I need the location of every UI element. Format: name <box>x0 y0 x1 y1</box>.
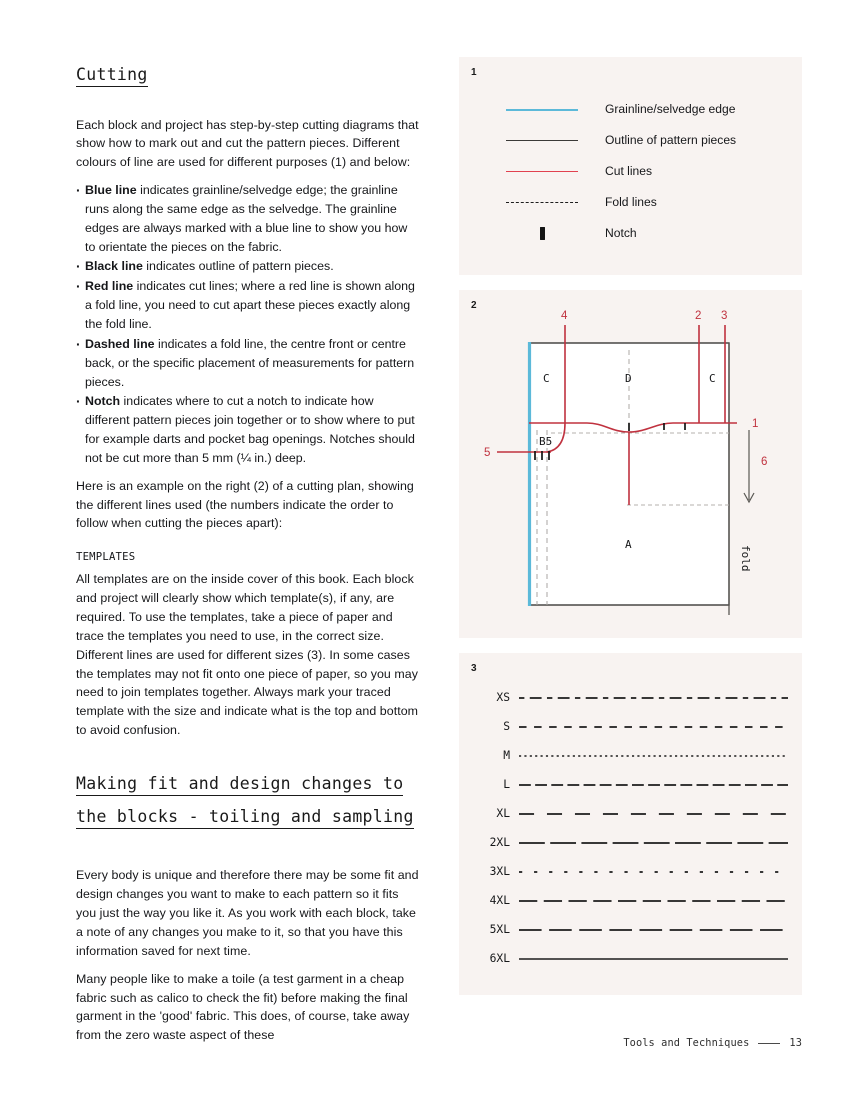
size-label: 5XL <box>489 923 510 936</box>
notch-icon <box>506 227 578 241</box>
bullet-text: indicates cut lines; where a red line is shown along a fold line, you need to cut apart these pieces exactly along the fold line. <box>85 279 415 331</box>
size-row-xl <box>473 799 788 828</box>
size-row-4xl <box>473 886 788 915</box>
cutting-plan-diagram <box>459 290 802 638</box>
bullet-term: Red line <box>85 279 134 294</box>
page-title: Cutting <box>76 65 148 87</box>
outline-line-icon <box>506 134 578 148</box>
cutting-plan-paragraph: Here is an example on the right (2) of a cutting plan, showing the different lines used (the numbers indicate the order to follow when cutting the pieces apart): <box>76 478 414 531</box>
size-line-xl <box>519 813 788 815</box>
size-label: 2XL <box>489 836 510 849</box>
fold-line-icon <box>506 196 578 210</box>
size-label: L <box>503 778 510 791</box>
size-label: XS <box>496 691 510 704</box>
piece-label-d: D <box>625 372 632 385</box>
size-row-2xl <box>473 828 788 857</box>
panel-number-1: 1 <box>471 67 477 78</box>
legend-label: Outline of pattern pieces <box>605 133 737 148</box>
list-item <box>76 181 421 256</box>
line-type-list <box>76 181 421 468</box>
piece-label-c-left: C <box>543 372 550 385</box>
list-item <box>76 392 421 467</box>
legend-label: Notch <box>605 226 637 241</box>
size-label: M <box>503 749 510 762</box>
section2-paragraph-1: Every body is unique and therefore there may be some fit and design changes you want to make to each pattern so it fits you just the way you like it. As you work with each block, take a note of any changes you make to it, so that you have this information saved for next time. <box>76 868 419 958</box>
section2-paragraph-2: Many people like to make a toile (a test garment in a cheap fabric such as calico to check the fit) before making the final garment in the 'good' fabric. This does, of course, take away from the zero waste aspect of these <box>76 971 410 1043</box>
order-number-4: 4 <box>561 310 568 322</box>
size-line-5xl <box>519 929 788 931</box>
section-heading-line1: Making fit and design changes to <box>76 774 403 796</box>
legend-row-notch <box>506 218 791 249</box>
page-footer <box>623 1037 802 1049</box>
piece-label-a: A <box>625 538 632 551</box>
intro-paragraph: Each block and project has step-by-step cutting diagrams that show how to mark out and cut the pattern pieces. Different colours of line are used for different purposes (1) and below: <box>76 117 419 170</box>
size-label: 6XL <box>489 952 510 965</box>
legend-row-grainline <box>506 94 791 125</box>
size-line-6xl <box>519 958 788 960</box>
list-item <box>76 335 421 392</box>
page-title-wrap <box>76 62 421 88</box>
list-item <box>76 257 421 276</box>
legend-label: Fold lines <box>605 195 657 210</box>
grainline-line-icon <box>506 103 578 117</box>
size-row-l <box>473 770 788 799</box>
size-label: S <box>503 720 510 733</box>
footer-divider <box>758 1043 780 1044</box>
size-row-xs <box>473 683 788 712</box>
size-row-s <box>473 712 788 741</box>
size-label: 4XL <box>489 894 510 907</box>
section-heading-line2: the blocks - toiling and sampling <box>76 807 414 829</box>
size-line-3xl <box>519 871 788 873</box>
size-line-4xl <box>519 900 788 902</box>
size-line-m <box>519 755 788 757</box>
section-spacer <box>76 749 421 769</box>
size-line-s <box>519 726 788 728</box>
size-line-list <box>473 683 788 973</box>
order-number-3: 3 <box>721 310 728 322</box>
legend-list <box>506 94 791 249</box>
footer-page-number: 13 <box>789 1037 802 1049</box>
section-heading-wrap <box>76 769 421 835</box>
panel-number-2: 2 <box>471 300 477 311</box>
legend-label: Grainline/selvedge edge <box>605 102 736 117</box>
bullet-term: Dashed line <box>85 336 155 351</box>
size-row-5xl <box>473 915 788 944</box>
legend-row-fold <box>506 187 791 218</box>
bullet-term: Black line <box>85 259 143 274</box>
size-label: XL <box>496 807 510 820</box>
legend-label: Cut lines <box>605 164 653 179</box>
size-row-3xl <box>473 857 788 886</box>
size-row-m <box>473 741 788 770</box>
bullet-text: indicates outline of pattern pieces. <box>142 259 334 274</box>
cut-line-icon <box>506 165 578 179</box>
legend-panel <box>459 57 802 275</box>
cutting-plan-panel <box>459 290 802 638</box>
bullet-term: Blue line <box>85 183 137 198</box>
order-number-2: 2 <box>695 310 702 322</box>
templates-paragraph: All templates are on the inside cover of this book. Each block and project will clearly show which template(s), if any, are required. To use the templates, take a piece of paper and trace the templates you need to use, in the correct size. Different lines are used for different sizes (3). In some cases the templates may not fit onto one piece of paper, so you may need to join templates together. Always mark your traced template with the size and indicate what is the top and bottom to avoid confusion. <box>76 572 419 738</box>
panel-number-3: 3 <box>471 663 477 674</box>
fold-label: fold <box>739 545 752 572</box>
bullet-text: indicates a fold line, the centre front or centre back, or the specific placement of measurements for pattern pieces. <box>85 336 415 389</box>
piece-label-c-right: C <box>709 372 716 385</box>
order-number-6: 6 <box>761 456 768 468</box>
bullet-text: indicates grainline/selvedge edge; the grainline runs along the same edge as the selvedge. The grainline edges are always marked with a blue line to show you how to orientate the pieces on the fabric. <box>85 183 408 254</box>
bullet-term: Notch <box>85 394 121 409</box>
order-number-1: 1 <box>752 418 759 430</box>
size-line-2xl <box>519 842 788 844</box>
legend-row-outline <box>506 125 791 156</box>
size-lines-panel <box>459 653 802 995</box>
size-label: 3XL <box>489 865 510 878</box>
list-item <box>76 277 421 334</box>
legend-row-cut <box>506 156 791 187</box>
size-row-6xl <box>473 944 788 973</box>
templates-heading: TEMPLATES <box>76 551 136 564</box>
size-line-l <box>519 784 788 786</box>
piece-label-b5: B5 <box>539 435 553 448</box>
article-column <box>76 62 421 1054</box>
order-number-5: 5 <box>484 447 491 459</box>
footer-section-title: Tools and Techniques <box>623 1037 750 1049</box>
bullet-text: indicates where to cut a notch to indicate how different pattern pieces join together or to show where to put for example darts and pocket bag openings. Notches should not be cut more than 5 mm (¼ in.) deep. <box>85 394 415 465</box>
size-line-xs <box>519 697 788 699</box>
